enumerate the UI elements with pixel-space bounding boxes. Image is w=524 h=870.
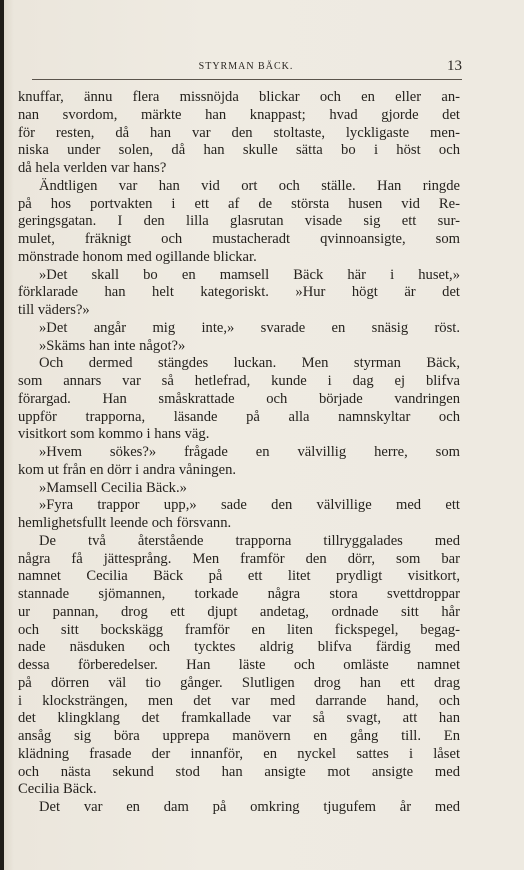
text-line: förklarade han helt kategoriskt. »Hur högt är det [18,284,460,301]
text-line: ansåg sig böra upprepa manövern en gång till. En [18,728,460,744]
text-line: »Skäms han inte något?» [39,337,186,354]
text-line: i klocksträngen, men det var med darrande hand, och [18,692,460,709]
text-line: knuffar, ännu flera missnöjda blickar och en eller an- [18,89,460,105]
text-line: visitkort som kommo i hans väg. [18,426,210,443]
text-line: Det var en dam på omkring tjugufem år med [39,799,460,815]
text-line: mönstrade honom med ogillande blickar. [18,248,257,265]
text-line: De två återstående trapporna tillryggalades med [39,532,460,549]
text-line: klädning frasade der innanför, en nyckel sattes i låset [18,745,460,762]
page-header [30,58,462,78]
running-head: STYRMAN BÄCK. [198,61,294,72]
text-line: dessa förberedelser. Han läste och omläste namnet [18,657,460,673]
text-line: och sitt bockskägg framför en liten fickspegel, begag- [18,621,460,638]
text-line: som annars var så hetlefrad, kunde i dag ej blifva [18,373,460,389]
binding-edge [0,0,4,870]
text-line: geringsgatan. I den lilla glasrutan visade sig ett sur- [18,213,460,230]
text-line: »Det angår mig inte,» svarade en snäsig röst. [39,319,460,336]
text-line: kom ut från en dörr i andra våningen. [18,461,237,478]
text-line: till väders?» [18,302,90,318]
text-line: namnet Cecilia Bäck på ett litet prydligt visitkort, [18,568,460,585]
text-line: uppför trapporna, läsande på alla namnskyltar och [18,408,460,425]
text-line: förargad. Han småskrattade och började vandringen [18,390,460,407]
text-line: »Hvem sökes?» frågade en välvillig herre, som [39,444,460,460]
body-text [18,89,460,817]
text-line: Och dermed stängdes luckan. Men styrman Bäck, [39,355,460,372]
text-line: då hela verlden var hans? [18,160,167,176]
text-line: Ändtligen var han vid ort och ställe. Han ringde [39,177,460,194]
text-line: nan svordom, märkte han knappast; hvad gjorde det [18,106,460,123]
text-line: »Det skall bo en mamsell Bäck här i huset,» [39,266,460,283]
text-line: och nästa sekund stod han ansigte mot ansigte med [18,763,460,780]
text-line: ur pannan, drog ett djupt andetag, ordnade sitt hår [18,603,460,620]
text-line: Cecilia Bäck. [18,781,97,798]
text-line: »Mamsell Cecilia Bäck.» [39,479,187,496]
text-line: på hos portvakten i ett af de största husen vid Re- [18,195,460,212]
text-line: det klingklang det framkallade var så svagt, att han [18,710,460,727]
text-line: niska under solen, då han skulle sätta bo i höst och [18,142,460,159]
text-line: »Fyra trappor upp,» sade den välvillige med ett [39,497,460,514]
header-rule [32,79,462,80]
text-line: mulet, fräknigt och mustacheradt qvinnoansigte, som [18,231,460,247]
text-line: för resten, då han var den stoltaste, lyckligaste men- [18,124,460,141]
text-line: hemlighetsfullt leende och försvann. [18,515,232,531]
text-line: några få jättesprång. Men framför den dörr, som bar [18,550,460,567]
text-line: nade näsduken och tycktes aldrig blifva färdig med [18,639,460,656]
text-line: på dörren väl tio gånger. Slutligen drog han ett drag [18,674,460,691]
page-number: 13 [447,58,462,74]
text-line: stannade sjömannen, torkade några stora svettdroppar [18,586,460,602]
